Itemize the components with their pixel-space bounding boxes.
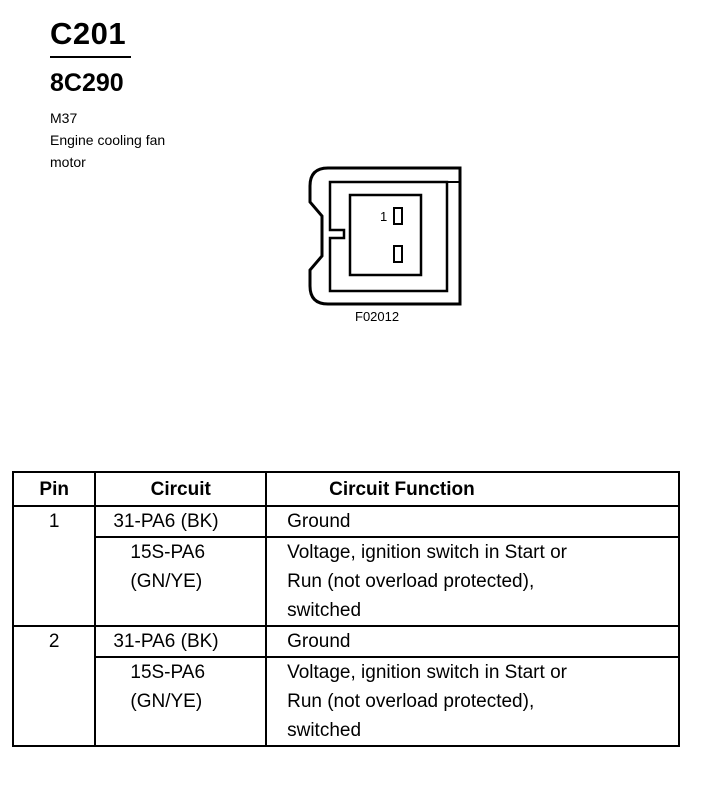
part-number: 8C290	[50, 69, 124, 97]
pin-2-terminal	[394, 246, 402, 262]
pin-circuit-table	[12, 471, 680, 747]
table-header-row	[13, 472, 679, 506]
header-pin: Pin	[13, 472, 95, 506]
header-circuit: Circuit	[95, 472, 266, 506]
connector-outer-housing	[310, 168, 460, 304]
pin-number: 2	[13, 626, 95, 746]
circuit-line: 15S-PA6	[130, 542, 206, 563]
function-cell	[266, 657, 679, 746]
pin-1-terminal	[394, 208, 402, 224]
description-line: Engine cooling fan	[50, 132, 166, 148]
function-line: Run (not overload protected),	[287, 691, 535, 712]
circuit-line: (GN/YE)	[130, 571, 203, 592]
function-line: Run (not overload protected),	[287, 571, 535, 592]
circuit-line: 15S-PA6	[130, 662, 206, 683]
function-line: Voltage, ignition switch in Start or	[287, 542, 567, 563]
description-line: motor	[50, 154, 86, 170]
function-line: switched	[287, 720, 362, 741]
function-cell	[266, 506, 679, 537]
table-row	[13, 657, 679, 746]
connector-id: C201	[50, 16, 127, 51]
table-row	[13, 626, 679, 657]
function-cell	[266, 537, 679, 626]
pin-cavity-frame	[350, 195, 421, 275]
table-row	[13, 506, 679, 537]
circuit-line: 31-PA6 (BK)	[113, 511, 219, 532]
figure-label: F02012	[355, 309, 400, 324]
circuit-cell	[95, 626, 266, 657]
circuit-line: 31-PA6 (BK)	[113, 631, 219, 652]
function-line: Voltage, ignition switch in Start or	[287, 662, 567, 683]
component-description	[50, 107, 165, 173]
function-line: Ground	[287, 511, 351, 532]
circuit-cell	[95, 657, 266, 746]
function-line: switched	[287, 600, 362, 621]
circuit-cell	[95, 537, 266, 626]
function-line: Ground	[287, 631, 351, 652]
circuit-cell	[95, 506, 266, 537]
description-line: M37	[50, 110, 78, 126]
table-row	[13, 537, 679, 626]
pin-1-label: 1	[380, 209, 388, 224]
circuit-line: (GN/YE)	[130, 691, 203, 712]
pin-number: 1	[13, 506, 95, 626]
title-underline	[50, 56, 131, 58]
function-cell	[266, 626, 679, 657]
header-circuit-function: Circuit Function	[266, 472, 679, 506]
